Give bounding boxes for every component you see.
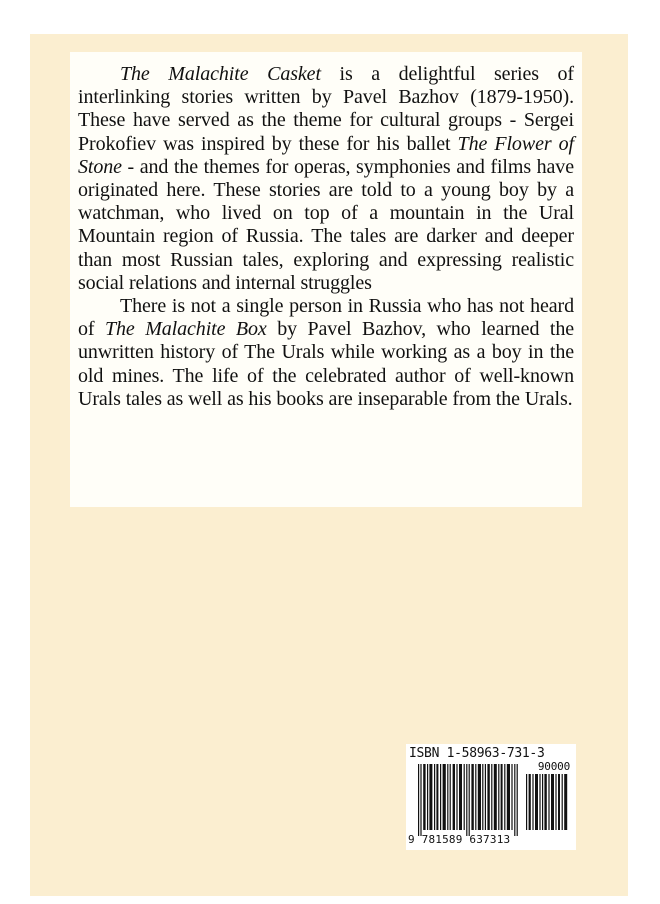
isbn-barcode bbox=[406, 744, 576, 850]
ean-digits: 9 781589 637313 bbox=[408, 833, 511, 846]
back-cover bbox=[30, 34, 628, 896]
paragraph-2-text-a: There is not a single person in Russia who has not heard of bbox=[78, 295, 574, 341]
ballet-title-italic: The Flower of Stone bbox=[78, 132, 574, 178]
isbn-label: ISBN 1-58963-731-3 bbox=[409, 746, 545, 761]
paragraph-1-text-c: - and the themes for operas, symphonies and films have originated here. These stories are told to a young boy by a watchman, who lived on top of a mountain in the Ural Mountain region of Russia. The tales are darker and deeper than most Russian tales, exploring and expressing realistic social relations and internal struggles bbox=[78, 155, 574, 294]
paragraph-1-text-a: is a delightful series of interlinking stories written by Pavel Bazhov (1879-1950). These have served as the theme for cultural groups - Sergei Prokofiev was inspired by these for his ballet bbox=[78, 63, 574, 155]
description-paragraph-2 bbox=[78, 295, 574, 411]
description-paragraph-1 bbox=[78, 63, 574, 295]
paragraph-2-text-c: by Pavel Bazhov, who learned the unwritten history of The Urals while working as a boy in the old mines. The life of the celebrated author of well-known Urals tales as well as his books are inseparable from the Urals. bbox=[78, 318, 574, 410]
price-code: 90000 bbox=[537, 760, 570, 773]
malachite-box-title-italic: The Malachite Box bbox=[104, 318, 267, 341]
price-addon-bars bbox=[526, 774, 570, 830]
description-box bbox=[70, 52, 582, 507]
ean-barcode-bars bbox=[418, 764, 522, 836]
book-title-italic: The Malachite Casket bbox=[120, 63, 321, 85]
